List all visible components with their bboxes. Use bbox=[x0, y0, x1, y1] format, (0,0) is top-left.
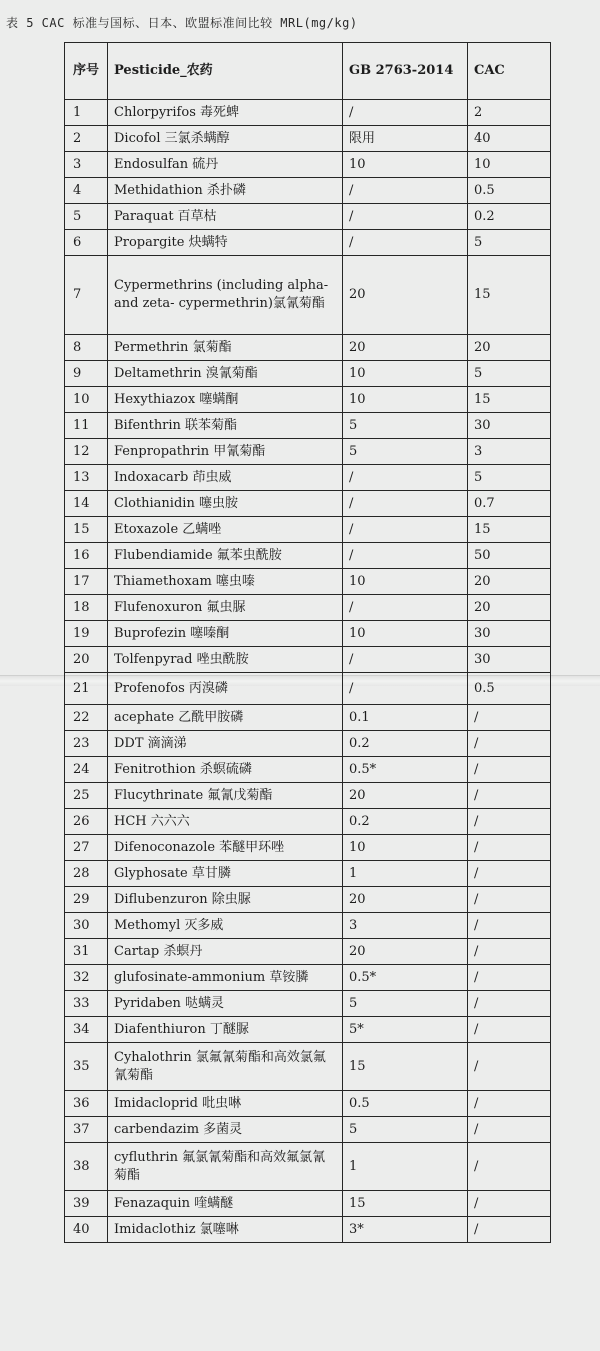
cell-pesticide: Cypermethrins (including alpha- and zeta- cypermethrin)氯氰菊酯 bbox=[108, 256, 343, 335]
cell-cac: / bbox=[468, 1117, 551, 1143]
cell-no: 35 bbox=[65, 1043, 108, 1091]
cell-cac: / bbox=[468, 835, 551, 861]
cell-cac: 3 bbox=[468, 439, 551, 465]
cell-no: 6 bbox=[65, 230, 108, 256]
cell-cac: / bbox=[468, 887, 551, 913]
cell-gb: 15 bbox=[343, 1043, 468, 1091]
table-caption: 表 5 CAC 标准与国标、日本、欧盟标准间比较 MRL(mg/kg) bbox=[6, 16, 358, 30]
cell-pesticide: Flucythrinate 氟氰戊菊酯 bbox=[108, 783, 343, 809]
table-row bbox=[65, 491, 551, 517]
cell-no: 38 bbox=[65, 1143, 108, 1191]
cell-pesticide: Fenpropathrin 甲氰菊酯 bbox=[108, 439, 343, 465]
cell-gb: 限用 bbox=[343, 126, 468, 152]
cell-cac: / bbox=[468, 1091, 551, 1117]
cell-no: 24 bbox=[65, 757, 108, 783]
cell-pesticide: DDT 滴滴涕 bbox=[108, 731, 343, 757]
cell-gb: 20 bbox=[343, 887, 468, 913]
table-row bbox=[65, 1143, 551, 1191]
cell-pesticide: cyfluthrin 氟氯氰菊酯和高效氟氯氰菊酯 bbox=[108, 1143, 343, 1191]
cell-no: 1 bbox=[65, 100, 108, 126]
table-row bbox=[65, 465, 551, 491]
table-row bbox=[65, 387, 551, 413]
table-row bbox=[65, 887, 551, 913]
table-row bbox=[65, 965, 551, 991]
cell-cac: 50 bbox=[468, 543, 551, 569]
table-row bbox=[65, 1117, 551, 1143]
cell-no: 18 bbox=[65, 595, 108, 621]
cell-cac: / bbox=[468, 939, 551, 965]
cell-cac: / bbox=[468, 965, 551, 991]
cell-gb: / bbox=[343, 543, 468, 569]
table-row bbox=[65, 913, 551, 939]
cell-pesticide: Thiamethoxam 噻虫嗪 bbox=[108, 569, 343, 595]
cell-cac: / bbox=[468, 757, 551, 783]
table-row bbox=[65, 256, 551, 335]
cell-pesticide: Cartap 杀螟丹 bbox=[108, 939, 343, 965]
cell-cac: 40 bbox=[468, 126, 551, 152]
header-pesticide: Pesticide_农药 bbox=[108, 43, 343, 100]
table-row bbox=[65, 595, 551, 621]
cell-no: 20 bbox=[65, 647, 108, 673]
cell-gb: 1 bbox=[343, 861, 468, 887]
cell-pesticide: Methomyl 灭多威 bbox=[108, 913, 343, 939]
cell-gb: 10 bbox=[343, 835, 468, 861]
table-row bbox=[65, 835, 551, 861]
table-row bbox=[65, 939, 551, 965]
table-row bbox=[65, 204, 551, 230]
cell-no: 40 bbox=[65, 1217, 108, 1243]
table-row bbox=[65, 335, 551, 361]
cell-cac: 0.7 bbox=[468, 491, 551, 517]
cell-cac: 20 bbox=[468, 569, 551, 595]
cell-gb: 0.5 bbox=[343, 1091, 468, 1117]
header-gb: GB 2763-2014 bbox=[343, 43, 468, 100]
cell-cac: / bbox=[468, 783, 551, 809]
cell-pesticide: Dicofol 三氯杀螨醇 bbox=[108, 126, 343, 152]
cell-pesticide: carbendazim 多菌灵 bbox=[108, 1117, 343, 1143]
table-row bbox=[65, 152, 551, 178]
cell-gb: 10 bbox=[343, 621, 468, 647]
table-row bbox=[65, 621, 551, 647]
cell-cac: / bbox=[468, 809, 551, 835]
cell-cac: 5 bbox=[468, 230, 551, 256]
cell-gb: 20 bbox=[343, 783, 468, 809]
table-row bbox=[65, 1217, 551, 1243]
cell-gb: 0.2 bbox=[343, 731, 468, 757]
cell-no: 31 bbox=[65, 939, 108, 965]
cell-cac: / bbox=[468, 1043, 551, 1091]
header-cac: CAC bbox=[468, 43, 551, 100]
cell-cac: 0.5 bbox=[468, 178, 551, 204]
cell-gb: / bbox=[343, 178, 468, 204]
cell-cac: / bbox=[468, 731, 551, 757]
table-body bbox=[65, 100, 551, 1243]
cell-no: 39 bbox=[65, 1191, 108, 1217]
cell-gb: / bbox=[343, 673, 468, 705]
cell-pesticide: Deltamethrin 溴氰菊酯 bbox=[108, 361, 343, 387]
cell-pesticide: Pyridaben 哒螨灵 bbox=[108, 991, 343, 1017]
cell-no: 2 bbox=[65, 126, 108, 152]
cell-no: 33 bbox=[65, 991, 108, 1017]
cell-no: 8 bbox=[65, 335, 108, 361]
cell-cac: / bbox=[468, 991, 551, 1017]
cell-cac: / bbox=[468, 1217, 551, 1243]
cell-no: 7 bbox=[65, 256, 108, 335]
cell-gb: 3 bbox=[343, 913, 468, 939]
cell-gb: / bbox=[343, 204, 468, 230]
cell-gb: 20 bbox=[343, 335, 468, 361]
cell-pesticide: Diafenthiuron 丁醚脲 bbox=[108, 1017, 343, 1043]
cell-gb: 0.2 bbox=[343, 809, 468, 835]
cell-cac: 5 bbox=[468, 361, 551, 387]
cell-gb: 10 bbox=[343, 152, 468, 178]
cell-gb: / bbox=[343, 491, 468, 517]
cell-pesticide: Imidacloprid 吡虫啉 bbox=[108, 1091, 343, 1117]
cell-no: 12 bbox=[65, 439, 108, 465]
cell-gb: / bbox=[343, 647, 468, 673]
table-row bbox=[65, 1017, 551, 1043]
cell-pesticide: Paraquat 百草枯 bbox=[108, 204, 343, 230]
cell-pesticide: Diflubenzuron 除虫脲 bbox=[108, 887, 343, 913]
cell-gb: 10 bbox=[343, 387, 468, 413]
table-row bbox=[65, 705, 551, 731]
cell-cac: 15 bbox=[468, 387, 551, 413]
cell-no: 32 bbox=[65, 965, 108, 991]
cell-pesticide: Bifenthrin 联苯菊酯 bbox=[108, 413, 343, 439]
cell-pesticide: acephate 乙酰甲胺磷 bbox=[108, 705, 343, 731]
cell-no: 5 bbox=[65, 204, 108, 230]
cell-no: 37 bbox=[65, 1117, 108, 1143]
table-row bbox=[65, 1091, 551, 1117]
cell-cac: / bbox=[468, 705, 551, 731]
cell-cac: 15 bbox=[468, 517, 551, 543]
cell-pesticide: Cyhalothrin 氯氟氰菊酯和高效氯氟氰菊酯 bbox=[108, 1043, 343, 1091]
table-row bbox=[65, 731, 551, 757]
cell-pesticide: Profenofos 丙溴磷 bbox=[108, 673, 343, 705]
cell-pesticide: Methidathion 杀扑磷 bbox=[108, 178, 343, 204]
cell-no: 22 bbox=[65, 705, 108, 731]
cell-no: 30 bbox=[65, 913, 108, 939]
cell-no: 15 bbox=[65, 517, 108, 543]
table-row bbox=[65, 543, 551, 569]
cell-cac: 0.2 bbox=[468, 204, 551, 230]
cell-pesticide: Fenitrothion 杀螟硫磷 bbox=[108, 757, 343, 783]
cell-pesticide: Flufenoxuron 氟虫脲 bbox=[108, 595, 343, 621]
cell-no: 25 bbox=[65, 783, 108, 809]
cell-pesticide: Tolfenpyrad 唑虫酰胺 bbox=[108, 647, 343, 673]
cell-gb: / bbox=[343, 595, 468, 621]
table-row bbox=[65, 517, 551, 543]
cell-gb: 3* bbox=[343, 1217, 468, 1243]
cell-cac: 20 bbox=[468, 335, 551, 361]
table-row bbox=[65, 126, 551, 152]
cell-no: 4 bbox=[65, 178, 108, 204]
cell-no: 23 bbox=[65, 731, 108, 757]
cell-pesticide: Endosulfan 硫丹 bbox=[108, 152, 343, 178]
cell-gb: 5 bbox=[343, 991, 468, 1017]
cell-no: 17 bbox=[65, 569, 108, 595]
cell-cac: 30 bbox=[468, 413, 551, 439]
cell-cac: 5 bbox=[468, 465, 551, 491]
cell-pesticide: glufosinate-ammonium 草铵膦 bbox=[108, 965, 343, 991]
cell-cac: / bbox=[468, 913, 551, 939]
cell-pesticide: Permethrin 氯菊酯 bbox=[108, 335, 343, 361]
table-row bbox=[65, 178, 551, 204]
table-row bbox=[65, 809, 551, 835]
cell-cac: / bbox=[468, 1143, 551, 1191]
cell-pesticide: Difenoconazole 苯醚甲环唑 bbox=[108, 835, 343, 861]
cell-gb: 20 bbox=[343, 939, 468, 965]
cell-no: 34 bbox=[65, 1017, 108, 1043]
table-row bbox=[65, 673, 551, 705]
cell-cac: / bbox=[468, 1017, 551, 1043]
cell-gb: / bbox=[343, 230, 468, 256]
cell-pesticide: Buprofezin 噻嗪酮 bbox=[108, 621, 343, 647]
cell-no: 13 bbox=[65, 465, 108, 491]
cell-pesticide: Clothianidin 噻虫胺 bbox=[108, 491, 343, 517]
cell-no: 21 bbox=[65, 673, 108, 705]
cell-no: 3 bbox=[65, 152, 108, 178]
cell-pesticide: Imidaclothiz 氯噻啉 bbox=[108, 1217, 343, 1243]
cell-no: 11 bbox=[65, 413, 108, 439]
cell-no: 29 bbox=[65, 887, 108, 913]
cell-no: 10 bbox=[65, 387, 108, 413]
table-row bbox=[65, 783, 551, 809]
mrl-comparison-table bbox=[64, 42, 551, 1243]
cell-cac: 20 bbox=[468, 595, 551, 621]
cell-gb: 1 bbox=[343, 1143, 468, 1191]
cell-cac: 15 bbox=[468, 256, 551, 335]
table-row bbox=[65, 569, 551, 595]
cell-gb: / bbox=[343, 100, 468, 126]
table-row bbox=[65, 439, 551, 465]
cell-no: 19 bbox=[65, 621, 108, 647]
cell-gb: / bbox=[343, 465, 468, 491]
cell-gb: 5 bbox=[343, 439, 468, 465]
cell-pesticide: Flubendiamide 氟苯虫酰胺 bbox=[108, 543, 343, 569]
table-row bbox=[65, 230, 551, 256]
cell-cac: 30 bbox=[468, 621, 551, 647]
cell-gb: 5 bbox=[343, 413, 468, 439]
cell-cac: 10 bbox=[468, 152, 551, 178]
table-row bbox=[65, 100, 551, 126]
cell-cac: 0.5 bbox=[468, 673, 551, 705]
cell-no: 27 bbox=[65, 835, 108, 861]
cell-gb: 0.5* bbox=[343, 757, 468, 783]
cell-pesticide: Glyphosate 草甘膦 bbox=[108, 861, 343, 887]
cell-gb: 5* bbox=[343, 1017, 468, 1043]
table-row bbox=[65, 991, 551, 1017]
cell-pesticide: Fenazaquin 喹螨醚 bbox=[108, 1191, 343, 1217]
cell-cac: / bbox=[468, 1191, 551, 1217]
cell-pesticide: Propargite 炔螨特 bbox=[108, 230, 343, 256]
cell-gb: 15 bbox=[343, 1191, 468, 1217]
cell-pesticide: Etoxazole 乙螨唑 bbox=[108, 517, 343, 543]
cell-no: 16 bbox=[65, 543, 108, 569]
cell-pesticide: Chlorpyrifos 毒死蜱 bbox=[108, 100, 343, 126]
cell-gb: 10 bbox=[343, 569, 468, 595]
cell-cac: 30 bbox=[468, 647, 551, 673]
table-row bbox=[65, 861, 551, 887]
cell-gb: 0.1 bbox=[343, 705, 468, 731]
cell-cac: / bbox=[468, 861, 551, 887]
cell-no: 28 bbox=[65, 861, 108, 887]
table-row bbox=[65, 413, 551, 439]
table-row bbox=[65, 1043, 551, 1091]
cell-cac: 2 bbox=[468, 100, 551, 126]
cell-pesticide: HCH 六六六 bbox=[108, 809, 343, 835]
cell-no: 14 bbox=[65, 491, 108, 517]
cell-gb: 5 bbox=[343, 1117, 468, 1143]
cell-gb: / bbox=[343, 517, 468, 543]
cell-gb: 0.5* bbox=[343, 965, 468, 991]
table-row bbox=[65, 647, 551, 673]
cell-gb: 10 bbox=[343, 361, 468, 387]
header-no: 序号 bbox=[65, 43, 108, 100]
table-row bbox=[65, 361, 551, 387]
header-row bbox=[65, 43, 551, 100]
cell-pesticide: Hexythiazox 噻螨酮 bbox=[108, 387, 343, 413]
cell-no: 9 bbox=[65, 361, 108, 387]
cell-no: 36 bbox=[65, 1091, 108, 1117]
cell-pesticide: Indoxacarb 茚虫威 bbox=[108, 465, 343, 491]
table-row bbox=[65, 1191, 551, 1217]
table-row bbox=[65, 757, 551, 783]
cell-no: 26 bbox=[65, 809, 108, 835]
cell-gb: 20 bbox=[343, 256, 468, 335]
